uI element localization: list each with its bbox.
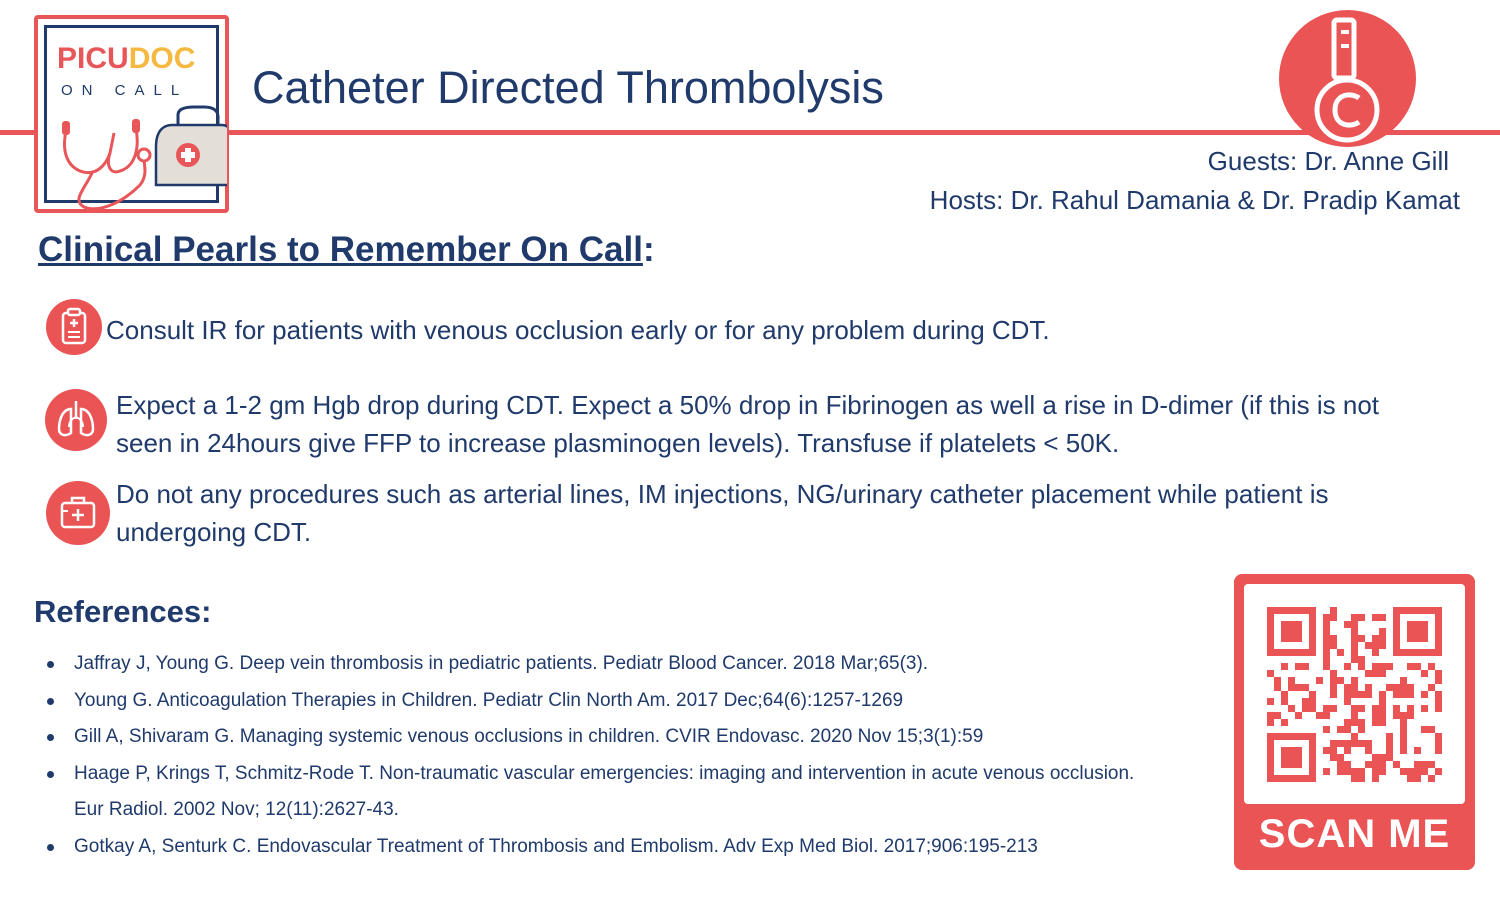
hosts-line: Hosts: Dr. Rahul Damania & Dr. Pradip Kamat: [929, 185, 1460, 215]
reference-item: Young G. Anticoagulation Therapies in Children. Pediatr Clin North Am. 2017 Dec;64(6):1257-1269: [44, 683, 1164, 720]
pearl-item: Expect a 1-2 gm Hgb drop during CDT. Expect a 50% drop in Fibrinogen as well a rise in D-dimer (if this is not seen in 24hours give FFP to increase plasminogen levels). Transfuse if platelets < 50K.: [116, 390, 1380, 458]
reference-item: Jaffray J, Young G. Deep vein thrombosis in pediatric patients. Pediatr Blood Cancer. 2018 Mar;65(3).: [44, 646, 1164, 683]
references-list: [44, 646, 1164, 865]
clipboard-icon: [46, 299, 102, 355]
page-title: Catheter Directed Thrombolysis: [252, 62, 884, 113]
key-icon: [1279, 10, 1416, 147]
pearl-item: Consult IR for patients with venous occlusion early or for any problem during CDT.: [106, 315, 1050, 345]
pearls-heading: [38, 230, 655, 270]
qr-code-icon: [1244, 584, 1465, 804]
reference-item: Gotkay A, Senturk C. Endovascular Treatment of Thrombosis and Embolism. Adv Exp Med Biol. 2017;906:195-213: [44, 829, 1164, 866]
scan-me-label: SCAN ME: [1258, 812, 1451, 856]
qr-code-panel[interactable]: [1234, 574, 1475, 870]
logo-word-picu: PICU: [57, 42, 129, 75]
qr-code[interactable]: [1244, 584, 1465, 804]
pearl-item: Do not any procedures such as arterial lines, IM injections, NG/urinary catheter placement while patient is undergoing CDT.: [116, 479, 1329, 547]
logo-word-doc: DOC: [128, 42, 196, 75]
references-heading: References:: [34, 594, 212, 629]
reference-item: Haage P, Krings T, Schmitz-Rode T. Non-traumatic vascular emergencies: imaging and intervention in acute venous occlusion. Eur Radiol. 2002 Nov; 12(11):2627-43.: [44, 756, 1164, 829]
pearls-heading-text: Clinical Pearls to Remember On Call: [38, 230, 643, 269]
stethoscope-bag-icon: [44, 25, 227, 211]
medical-kit-icon: [46, 481, 110, 545]
guests-line: Guests: Dr. Anne Gill: [1207, 146, 1449, 176]
lungs-icon: [45, 389, 107, 451]
picudoc-logo: [34, 15, 229, 213]
pearls-heading-colon: :: [642, 230, 655, 269]
reference-item: Gill A, Shivaram G. Managing systemic venous occlusions in children. CVIR Endovasc. 2020 Nov 15;3(1):59: [44, 719, 1164, 756]
logo-tagline: ON CALL: [61, 82, 189, 99]
